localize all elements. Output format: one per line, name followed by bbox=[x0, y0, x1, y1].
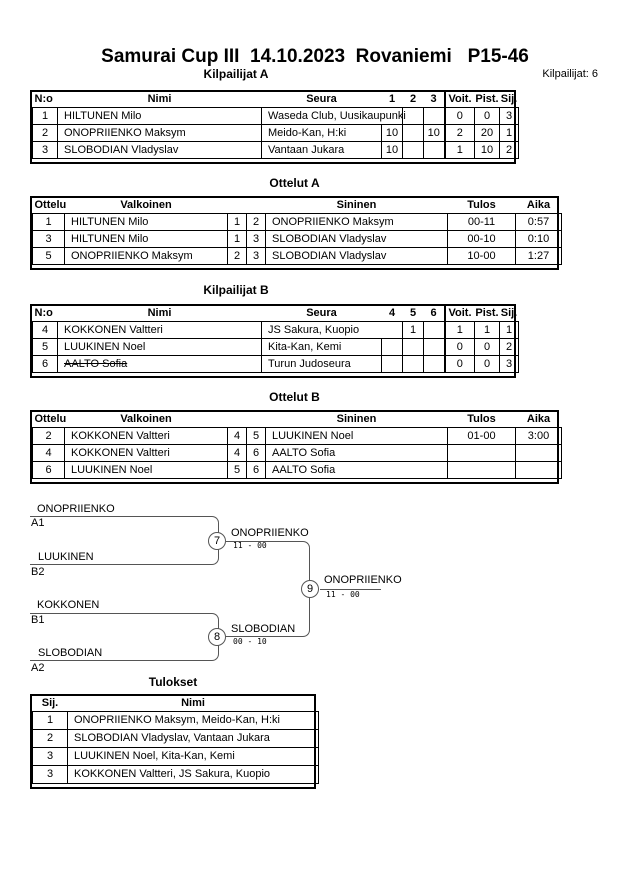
table-row bbox=[33, 748, 319, 766]
white-no: 4 bbox=[228, 428, 247, 445]
white-name: KOKKONEN Valtteri bbox=[65, 445, 228, 462]
page-title: Samurai Cup III 14.10.2023 Rovaniemi P15-46 bbox=[101, 46, 529, 67]
match-time: 1:27 bbox=[516, 248, 562, 265]
col-time: Aika bbox=[516, 412, 562, 428]
sf2-score: 00 - 10 bbox=[233, 637, 267, 646]
points-cell: 10 bbox=[475, 142, 500, 159]
result-place: 3 bbox=[33, 766, 68, 784]
score-cell bbox=[424, 322, 445, 339]
sf1-winner-name: ONOPRIIENKO bbox=[231, 527, 309, 539]
matches-b-table bbox=[30, 410, 559, 484]
table-row bbox=[33, 339, 519, 356]
wins-cell: 0 bbox=[445, 356, 475, 373]
sf2-winner-name: SLOBODIAN bbox=[231, 623, 296, 635]
competitor-club: Meido-Kan, H:ki bbox=[262, 125, 382, 142]
sf1-score: 11 - 00 bbox=[233, 541, 267, 550]
bracket-seed-b1-name: KOKKONEN bbox=[37, 599, 100, 611]
matches-a-table bbox=[30, 196, 559, 270]
blue-name: AALTO Sofia bbox=[266, 462, 448, 479]
table-row bbox=[33, 248, 562, 265]
results-header-row bbox=[33, 696, 319, 712]
competitor-name: KOKKONEN Valtteri bbox=[58, 322, 262, 339]
table-row bbox=[33, 462, 562, 479]
score-cell bbox=[424, 356, 445, 373]
result-name: ONOPRIIENKO Maksym, Meido-Kan, H:ki bbox=[68, 712, 319, 730]
white-name: LUUKINEN Noel bbox=[65, 462, 228, 479]
col-wins: Voit. bbox=[445, 92, 475, 108]
col-5: 5 bbox=[403, 306, 424, 322]
col-4: 4 bbox=[382, 306, 403, 322]
match-circle-7: 7 bbox=[208, 532, 226, 550]
wins-cell: 1 bbox=[445, 322, 475, 339]
blue-no: 6 bbox=[247, 445, 266, 462]
competitor-count: Kilpailijat: 6 bbox=[542, 68, 598, 80]
match-time bbox=[516, 462, 562, 479]
place-cell: 1 bbox=[500, 322, 519, 339]
competitor-name-withdrawn: AALTO Sofia bbox=[58, 356, 262, 373]
col-1: 1 bbox=[382, 92, 403, 108]
match-no: 6 bbox=[33, 462, 65, 479]
white-name: HILTUNEN Milo bbox=[65, 214, 228, 231]
col-club: Seura bbox=[262, 92, 382, 108]
matches-a-title: Ottelut A bbox=[269, 176, 320, 190]
col-place: Sij. bbox=[500, 306, 519, 322]
blue-no: 5 bbox=[247, 428, 266, 445]
match-circle-8: 8 bbox=[208, 628, 226, 646]
competitor-no: 5 bbox=[33, 339, 58, 356]
results-table bbox=[30, 694, 316, 789]
score-cell: 10 bbox=[382, 125, 403, 142]
table-row bbox=[33, 428, 562, 445]
score-cell: 10 bbox=[424, 125, 445, 142]
place-cell: 2 bbox=[500, 339, 519, 356]
table-row bbox=[33, 730, 319, 748]
col-blue-no bbox=[247, 412, 266, 428]
blue-name: SLOBODIAN Vladyslav bbox=[266, 248, 448, 265]
table-row bbox=[33, 356, 519, 373]
col-blue: Sininen bbox=[266, 412, 448, 428]
points-cell: 0 bbox=[475, 108, 500, 125]
match-time: 0:10 bbox=[516, 231, 562, 248]
result-name: LUUKINEN Noel, Kita-Kan, Kemi bbox=[68, 748, 319, 766]
blue-no: 2 bbox=[247, 214, 266, 231]
white-no: 4 bbox=[228, 445, 247, 462]
table-row bbox=[33, 322, 519, 339]
competitor-no: 6 bbox=[33, 356, 58, 373]
competitor-name: HILTUNEN Milo bbox=[58, 108, 262, 125]
match-result: 00-11 bbox=[448, 214, 516, 231]
bracket-seed-a1-name: ONOPRIIENKO bbox=[37, 503, 115, 515]
match-time bbox=[516, 445, 562, 462]
score-cell bbox=[403, 339, 424, 356]
col-name: Nimi bbox=[58, 306, 262, 322]
points-cell: 20 bbox=[475, 125, 500, 142]
score-cell bbox=[424, 339, 445, 356]
result-name: SLOBODIAN Vladyslav, Vantaan Jukara bbox=[68, 730, 319, 748]
col-white: Valkoinen bbox=[65, 198, 228, 214]
bracket-seed-b2-name: LUUKINEN bbox=[38, 551, 94, 563]
col-wins: Voit. bbox=[445, 306, 475, 322]
blue-no: 3 bbox=[247, 248, 266, 265]
score-cell bbox=[403, 356, 424, 373]
pool-a-header-row bbox=[33, 92, 519, 108]
white-name: ONOPRIIENKO Maksym bbox=[65, 248, 228, 265]
score-cell: 10 bbox=[382, 142, 403, 159]
match-no: 2 bbox=[33, 428, 65, 445]
matches-b-title: Ottelut B bbox=[269, 390, 320, 404]
table-row bbox=[33, 712, 319, 730]
col-white-no bbox=[228, 412, 247, 428]
final-score: 11 - 00 bbox=[326, 590, 360, 599]
match-result bbox=[448, 462, 516, 479]
col-match: Ottelu bbox=[33, 198, 65, 214]
col-points: Pist. bbox=[475, 306, 500, 322]
col-white: Valkoinen bbox=[65, 412, 228, 428]
score-cell bbox=[382, 356, 403, 373]
table-row bbox=[33, 766, 319, 784]
col-points: Pist. bbox=[475, 92, 500, 108]
score-cell bbox=[403, 142, 424, 159]
white-no: 5 bbox=[228, 462, 247, 479]
score-cell bbox=[424, 108, 445, 125]
match-no: 5 bbox=[33, 248, 65, 265]
score-cell: 1 bbox=[403, 322, 424, 339]
competitor-club: Waseda Club, Uusikaupunki bbox=[262, 108, 382, 125]
bracket-seed-a1-label: A1 bbox=[31, 517, 45, 529]
pool-b-title: Kilpailijat B bbox=[203, 283, 269, 297]
points-cell: 0 bbox=[475, 356, 500, 373]
blue-name: ONOPRIIENKO Maksym bbox=[266, 214, 448, 231]
points-cell: 0 bbox=[475, 339, 500, 356]
competitor-no: 4 bbox=[33, 322, 58, 339]
matches-b-header-row bbox=[33, 412, 562, 428]
col-name: Nimi bbox=[68, 696, 319, 712]
table-row bbox=[33, 231, 562, 248]
competitor-club: Turun Judoseura bbox=[262, 356, 382, 373]
white-name: HILTUNEN Milo bbox=[65, 231, 228, 248]
blue-name: LUUKINEN Noel bbox=[266, 428, 448, 445]
table-row bbox=[33, 108, 519, 125]
bracket-seed-a2-label: A2 bbox=[31, 662, 45, 674]
competitor-club: Vantaan Jukara bbox=[262, 142, 382, 159]
match-no: 3 bbox=[33, 231, 65, 248]
match-result bbox=[448, 445, 516, 462]
competitor-name: LUUKINEN Noel bbox=[58, 339, 262, 356]
competitor-no: 1 bbox=[33, 108, 58, 125]
blue-name: AALTO Sofia bbox=[266, 445, 448, 462]
col-result: Tulos bbox=[448, 198, 516, 214]
result-place: 1 bbox=[33, 712, 68, 730]
competitor-club: Kita-Kan, Kemi bbox=[262, 339, 382, 356]
bracket-seed-b1-label: B1 bbox=[31, 614, 45, 626]
white-no: 1 bbox=[228, 231, 247, 248]
score-cell bbox=[382, 322, 403, 339]
blue-name: SLOBODIAN Vladyslav bbox=[266, 231, 448, 248]
score-cell bbox=[403, 125, 424, 142]
result-name: KOKKONEN Valtteri, JS Sakura, Kuopio bbox=[68, 766, 319, 784]
match-no: 4 bbox=[33, 445, 65, 462]
pool-a-table bbox=[30, 90, 516, 164]
match-result: 10-00 bbox=[448, 248, 516, 265]
competitor-name: SLOBODIAN Vladyslav bbox=[58, 142, 262, 159]
col-place: Sij. bbox=[500, 92, 519, 108]
bracket-seed-a2-name: SLOBODIAN bbox=[38, 647, 103, 659]
place-cell: 3 bbox=[500, 356, 519, 373]
place-cell: 2 bbox=[500, 142, 519, 159]
competitor-club: JS Sakura, Kuopio bbox=[262, 322, 382, 339]
pool-a-title: Kilpailijat A bbox=[203, 67, 269, 81]
col-name: Nimi bbox=[58, 92, 262, 108]
match-no: 1 bbox=[33, 214, 65, 231]
blue-no: 6 bbox=[247, 462, 266, 479]
wins-cell: 1 bbox=[445, 142, 475, 159]
col-result: Tulos bbox=[448, 412, 516, 428]
white-name: KOKKONEN Valtteri bbox=[65, 428, 228, 445]
col-place: Sij. bbox=[33, 696, 68, 712]
col-6: 6 bbox=[424, 306, 445, 322]
col-club: Seura bbox=[262, 306, 382, 322]
result-place: 2 bbox=[33, 730, 68, 748]
col-2: 2 bbox=[403, 92, 424, 108]
bracket-seed-b2-label: B2 bbox=[31, 566, 45, 578]
wins-cell: 2 bbox=[445, 125, 475, 142]
competitor-name: ONOPRIIENKO Maksym bbox=[58, 125, 262, 142]
white-no: 1 bbox=[228, 214, 247, 231]
blue-no: 3 bbox=[247, 231, 266, 248]
match-time: 0:57 bbox=[516, 214, 562, 231]
col-blue: Sininen bbox=[266, 198, 448, 214]
wins-cell: 0 bbox=[445, 339, 475, 356]
competitor-no: 3 bbox=[33, 142, 58, 159]
table-row bbox=[33, 214, 562, 231]
pool-b-header-row bbox=[33, 306, 519, 322]
match-circle-9: 9 bbox=[301, 580, 319, 598]
col-no: N:o bbox=[33, 306, 58, 322]
score-cell bbox=[424, 142, 445, 159]
score-cell bbox=[382, 339, 403, 356]
final-winner-name: ONOPRIIENKO bbox=[324, 574, 402, 586]
match-time: 3:00 bbox=[516, 428, 562, 445]
col-white-no bbox=[228, 198, 247, 214]
col-match: Ottelu bbox=[33, 412, 65, 428]
place-cell: 1 bbox=[500, 125, 519, 142]
table-row bbox=[33, 125, 519, 142]
result-place: 3 bbox=[33, 748, 68, 766]
col-no: N:o bbox=[33, 92, 58, 108]
wins-cell: 0 bbox=[445, 108, 475, 125]
white-no: 2 bbox=[228, 248, 247, 265]
col-blue-no bbox=[247, 198, 266, 214]
match-result: 00-10 bbox=[448, 231, 516, 248]
competitor-no: 2 bbox=[33, 125, 58, 142]
matches-a-header-row bbox=[33, 198, 562, 214]
col-time: Aika bbox=[516, 198, 562, 214]
col-3: 3 bbox=[424, 92, 445, 108]
pool-b-table bbox=[30, 304, 516, 378]
table-row bbox=[33, 142, 519, 159]
results-title: Tulokset bbox=[148, 675, 198, 689]
table-row bbox=[33, 445, 562, 462]
points-cell: 1 bbox=[475, 322, 500, 339]
place-cell: 3 bbox=[500, 108, 519, 125]
match-result: 01-00 bbox=[448, 428, 516, 445]
